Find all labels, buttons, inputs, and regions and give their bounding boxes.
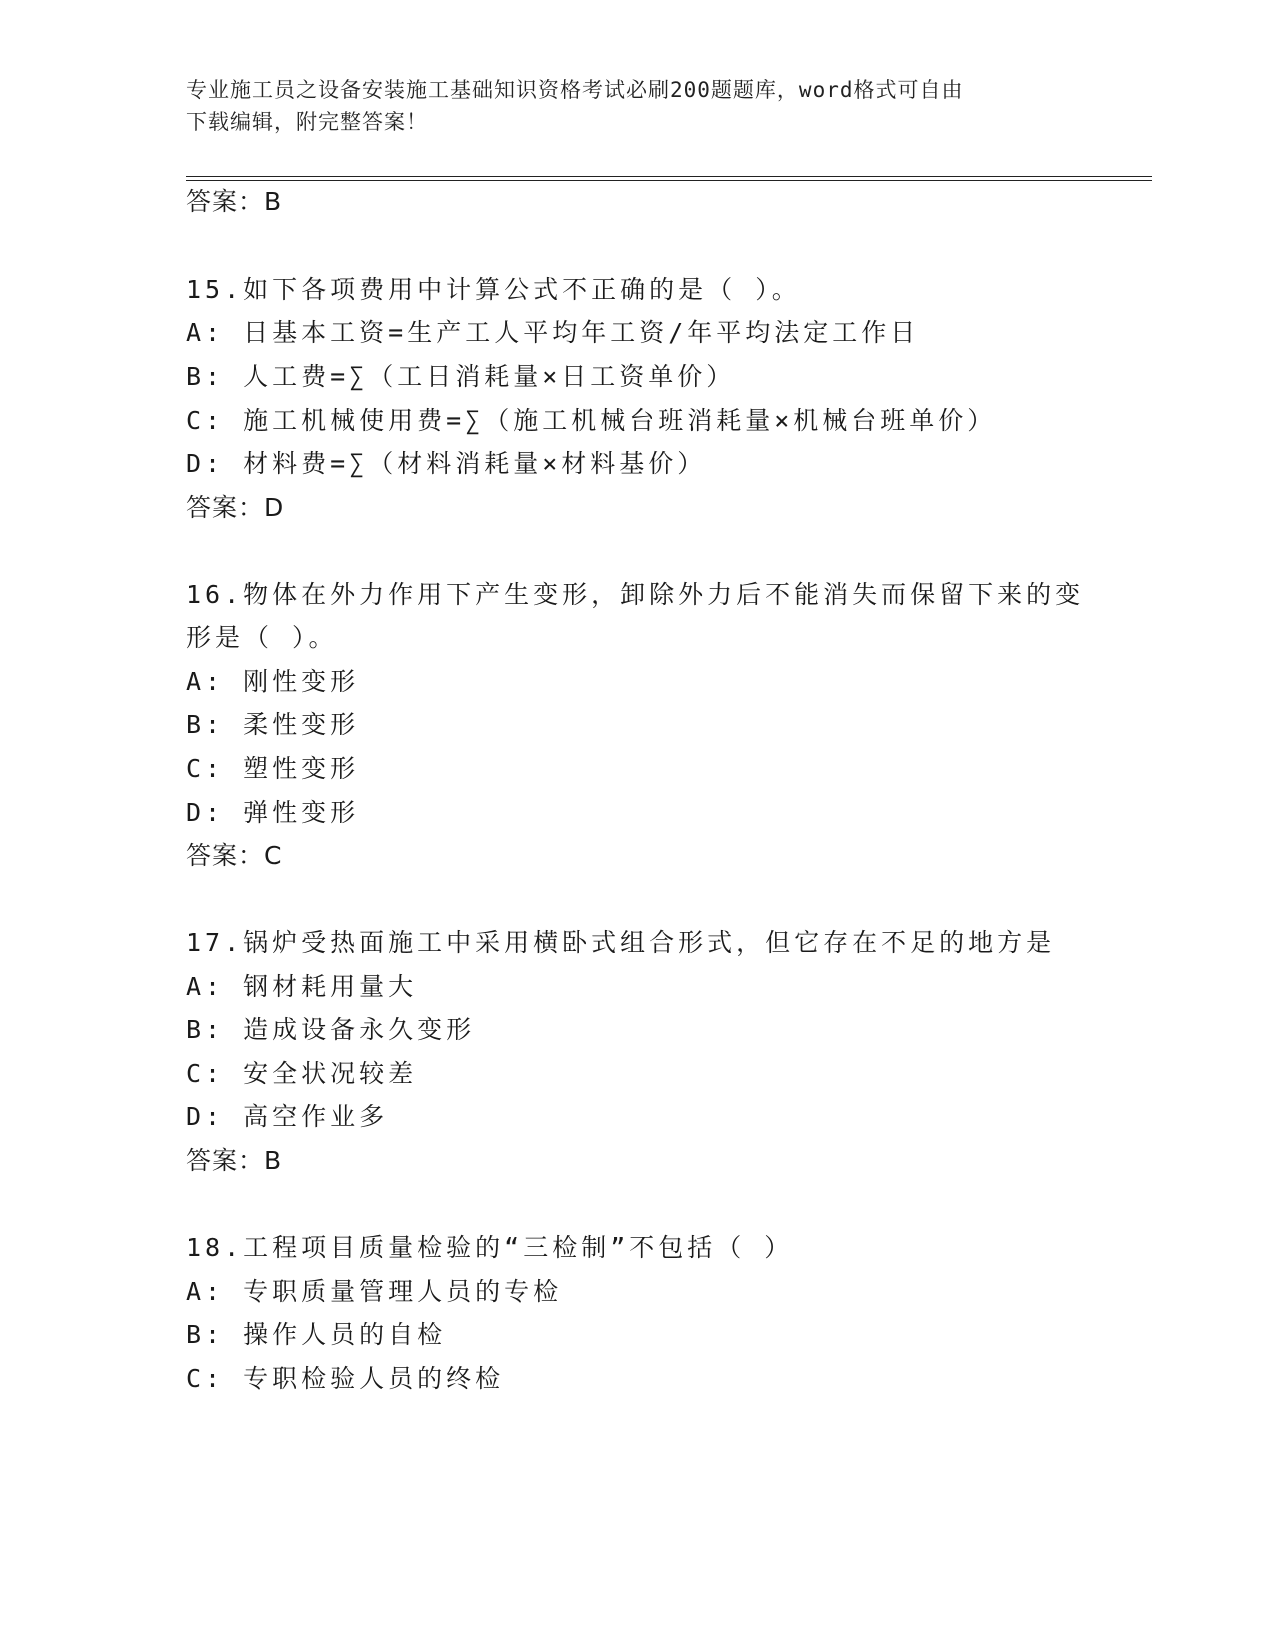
question-18-stem: 18.工程项目质量检验的“三检制”不包括（ ） [186,1233,794,1262]
question-16-option-d: D: 弹性变形 [186,798,360,827]
question-17-option-b: B: 造成设备永久变形 [186,1015,476,1044]
question-18-option-a: A: 专职质量管理人员的专检 [186,1277,563,1306]
header-line-1: 专业施工员之设备安装施工基础知识资格考试必刷200题题库，word格式可自由 [186,78,964,102]
question-15-option-a: A: 日基本工资=生产工人平均年工资/年平均法定工作日 [186,318,920,347]
question-16-answer: 答案：C [186,841,283,870]
question-17-option-c: C: 安全状况较差 [186,1059,418,1088]
question-16-stem-cont: 形是（ ）。 [186,623,338,652]
question-16-option-a: A: 刚性变形 [186,667,360,696]
document-header [186,74,1086,138]
question-16-option-b: B: 柔性变形 [186,710,360,739]
question-16-stem: 16.物体在外力作用下产生变形，卸除外力后不能消失而保留下来的变 [186,580,1085,609]
question-17-stem: 17.锅炉受热面施工中采用横卧式组合形式，但它存在不足的地方是 [186,928,1056,957]
question-18-option-c: C: 专职检验人员的终检 [186,1364,505,1393]
question-15-answer: 答案：D [186,493,285,522]
question-16-option-c: C: 塑性变形 [186,754,360,783]
question-17-option-d: D: 高空作业多 [186,1102,389,1131]
header-line-2: 下载编辑，附完整答案！ [186,110,428,134]
question-15-option-b: B: 人工费=∑（工日消耗量×日工资单价） [186,362,736,391]
header-divider [186,176,1152,181]
question-17-answer: 答案：B [186,1146,283,1175]
previous-answer: 答案：B [186,187,283,216]
question-15-option-c: C: 施工机械使用费=∑（施工机械台班消耗量×机械台班单价） [186,406,997,435]
question-15-stem: 15.如下各项费用中计算公式不正确的是（ ）。 [186,275,801,304]
question-17-option-a: A: 钢材耗用量大 [186,972,418,1001]
question-15-option-d: D: 材料费=∑（材料消耗量×材料基价） [186,449,707,478]
question-18-option-b: B: 操作人员的自检 [186,1320,447,1349]
